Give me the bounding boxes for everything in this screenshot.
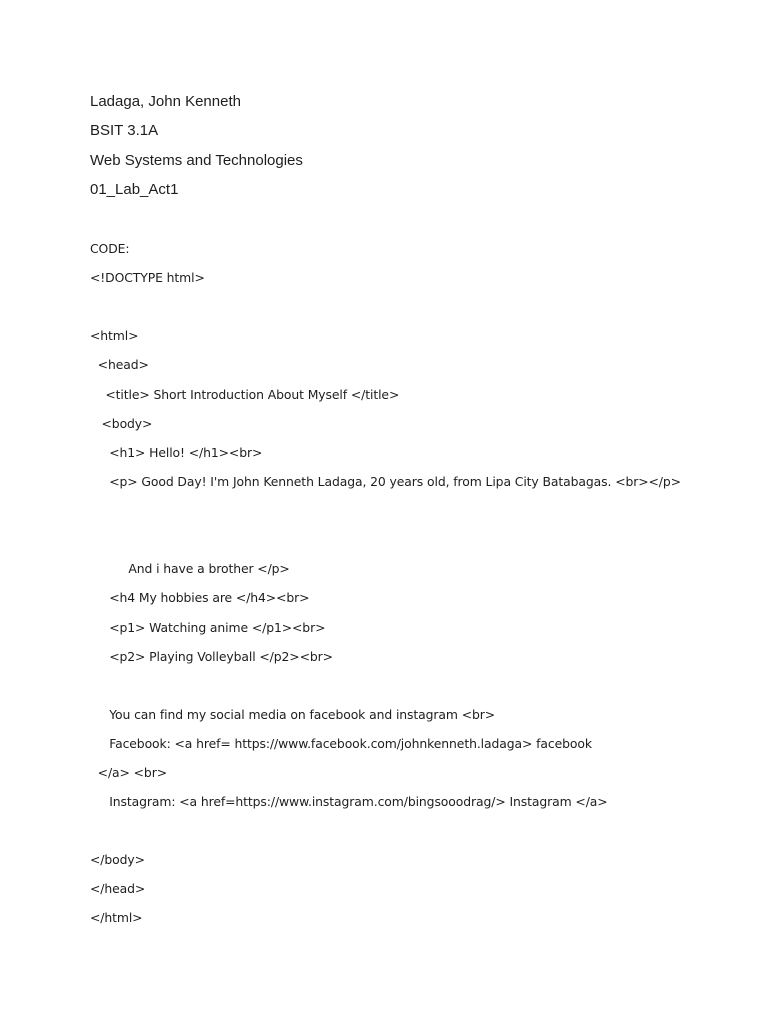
code-line: <html>	[90, 328, 139, 343]
code-line: </body>	[90, 852, 145, 867]
code-line: <!DOCTYPE html>	[90, 270, 205, 285]
code-line: </a> <br>	[90, 765, 167, 780]
activity-title: 01_Lab_Act1	[90, 181, 179, 198]
code-line: <title> Short Introduction About Myself </title>	[90, 387, 400, 402]
student-name: Ladaga, John Kenneth	[90, 93, 241, 110]
code-line: And i have a brother </p>	[90, 561, 290, 576]
code-line: <p1> Watching anime </p1><br>	[90, 620, 326, 635]
code-line: <body>	[90, 416, 153, 431]
course-title: Web Systems and Technologies	[90, 152, 303, 169]
code-line: <h4 My hobbies are </h4><br>	[90, 590, 310, 605]
student-section: BSIT 3.1A	[90, 122, 159, 139]
code-line: Facebook: <a href= https://www.facebook.com/johnkenneth.ladaga> facebook	[90, 736, 592, 751]
code-line: <h1> Hello! </h1><br>	[90, 445, 263, 460]
code-line: You can find my social media on facebook and instagram <br>	[90, 707, 496, 722]
code-line: <p2> Playing Volleyball </p2><br>	[90, 649, 333, 664]
code-label: CODE:	[90, 241, 130, 256]
code-line: <head>	[90, 357, 149, 372]
code-line: Instagram: <a href=https://www.instagram.com/bingsooodrag/> Instagram </a>	[90, 794, 608, 809]
code-line: </head>	[90, 881, 146, 896]
code-line: <p> Good Day! I'm John Kenneth Ladaga, 20 years old, from Lipa City Batabagas. <br></p>	[90, 474, 681, 489]
code-line: </html>	[90, 910, 143, 925]
